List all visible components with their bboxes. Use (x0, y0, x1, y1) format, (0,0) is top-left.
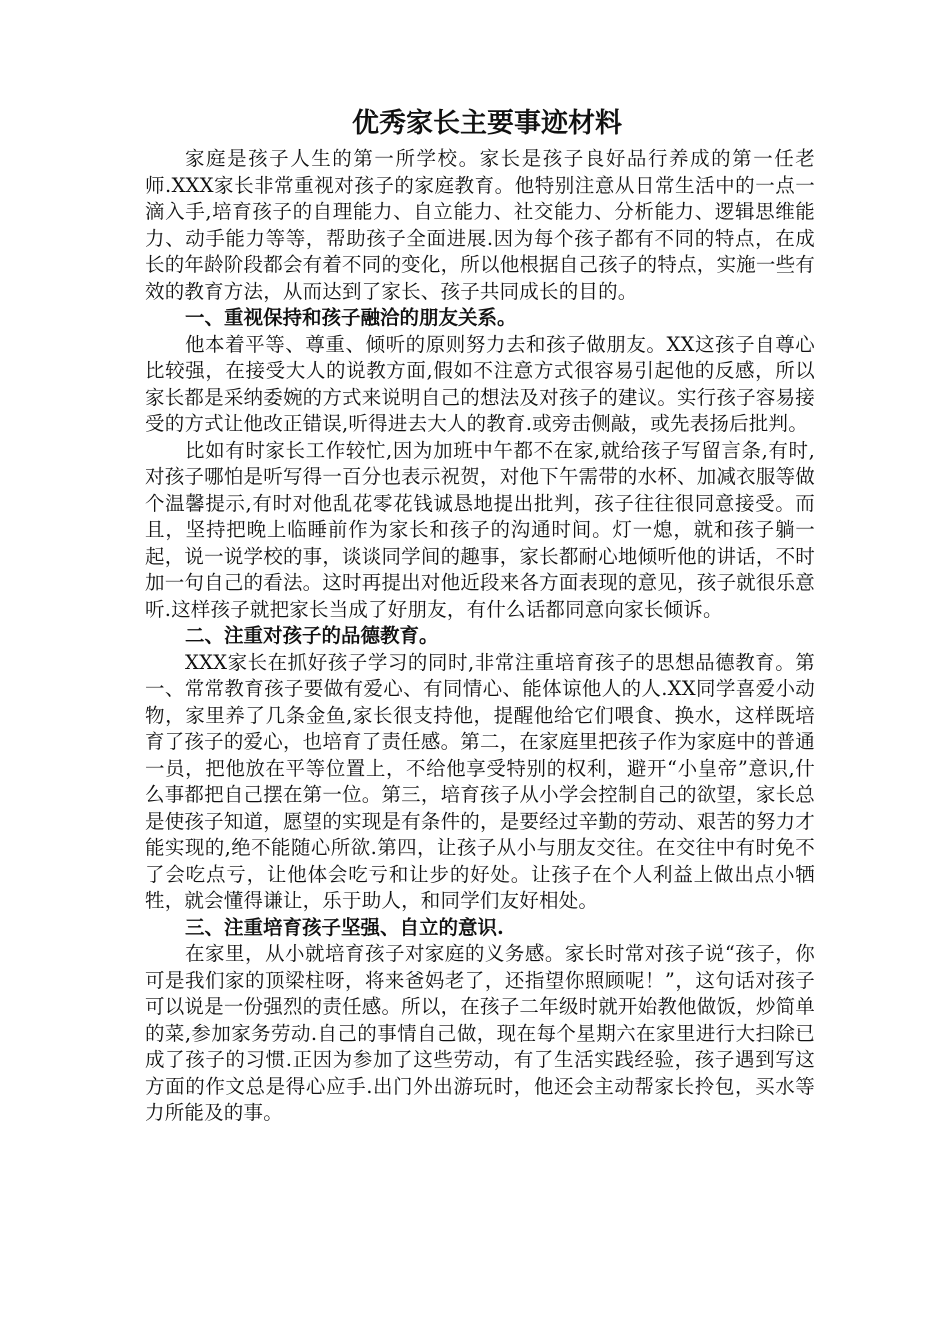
intro-paragraph: 家庭是孩子人生的第一所学校。家长是孩子良好品行养成的第一任老师.XXX家长非常重视对孩子的家庭教育。他特别注意从日常生活中的一点一滴入手,培育孩子的自理能力、自立能力、社交能力、分析能力、逻辑思维能力、动手能力等等，帮助孩子全面进展.因为每个孩子都有不同的特点，在成长的年龄阶段都会有着不同的变化，所以他根据自己孩子的特点，实施一些有效的教育方法，从而达到了家长、孩子共同成长的目的。 (145, 147, 815, 303)
document-title: 优秀家长主要事迹材料 (352, 108, 622, 139)
document-page (145, 106, 815, 1127)
section-2-paragraph-1: XXX家长在抓好孩子学习的同时,非常注重培育孩子的思想品德教育。第一、常常教育孩子要做有爱心、有同情心、能体谅他人的人.XX同学喜爱小动物，家里养了几条金鱼,家长很支持他，提醒他给它们喂食、换水，这样既培育了孩子的爱心，也培育了责任感。第二，在家庭里把孩子作为家庭中的普通一员，把他放在平等位置上，不给他享受特别的权利，避开“小皇帝”意识,什么事都把自己摆在第一位。第三，培育孩子从小学会控制自己的欲望，家长总是使孩子知道，愿望的实现是有条件的，是要经过辛勤的劳动、艰苦的努力才能实现的,绝不能随心所欲.第四，让孩子从小与朋友交往。在交往中有时免不了会吃点亏，让他体会吃亏和让步的好处。让孩子在个人利益上做出点小牺牲，就会懂得谦让，乐于助人，和同学们友好相处。 (145, 650, 815, 912)
section-3-heading: 三、注重培育孩子坚强、自立的意识. (185, 915, 504, 939)
section-1-paragraph-2: 比如有时家长工作较忙,因为加班中午都不在家,就给孩子写留言条,有时,对孩子哪怕是听写得一百分也表示祝贺，对他下午需带的水杯、加减衣服等做个温馨提示,有时对他乱花零花钱诚恳地提出批判，孩子往往很同意接受。而且，坚持把晚上临睡前作为家长和孩子的沟通时间。灯一熄，就和孩子躺一起，说一说学校的事，谈谈同学间的趣事，家长都耐心地倾听他的讲话，不时加一句自己的看法。这时再提出对他近段来各方面表现的意见，孩子就很乐意听.这样孩子就把家长当成了好朋友，有什么话都同意向家长倾诉。 (145, 438, 815, 621)
section-2-heading: 二、注重对孩子的品德教育。 (185, 624, 439, 647)
section-1-heading: 一、重视保持和孩子融洽的朋友关系。 (185, 306, 517, 329)
section-1-paragraph-1: 他本着平等、尊重、倾听的原则努力去和孩子做朋友。XX这孩子自尊心比较强，在接受大人的说教方面,假如不注意方式很容易引起他的反感，所以家长都是采纳委婉的方式来说明自己的想法及对孩子的建议。实行孩子容易接受的方式让他改正错误,听得进去大人的教育.或旁击侧敲，或先表扬后批判。 (145, 332, 815, 435)
section-3-paragraph-1: 在家里，从小就培育孩子对家庭的义务感。家长时常对孩子说“孩子，你可是我们家的顶梁柱呀，将来爸妈老了，还指望你照顾呢！”，这句话对孩子可以说是一份强烈的责任感。所以，在孩子二年级时就开始教他做饭，炒简单的菜,参加家务劳动.自己的事情自己做，现在每个星期六在家里进行大扫除已成了孩子的习惯.正因为参加了这些劳动，有了生活实践经验，孩子遇到写这方面的作文总是得心应手.出门外出游玩时，他还会主动帮家长拎包，买水等力所能及的事。 (145, 942, 815, 1124)
